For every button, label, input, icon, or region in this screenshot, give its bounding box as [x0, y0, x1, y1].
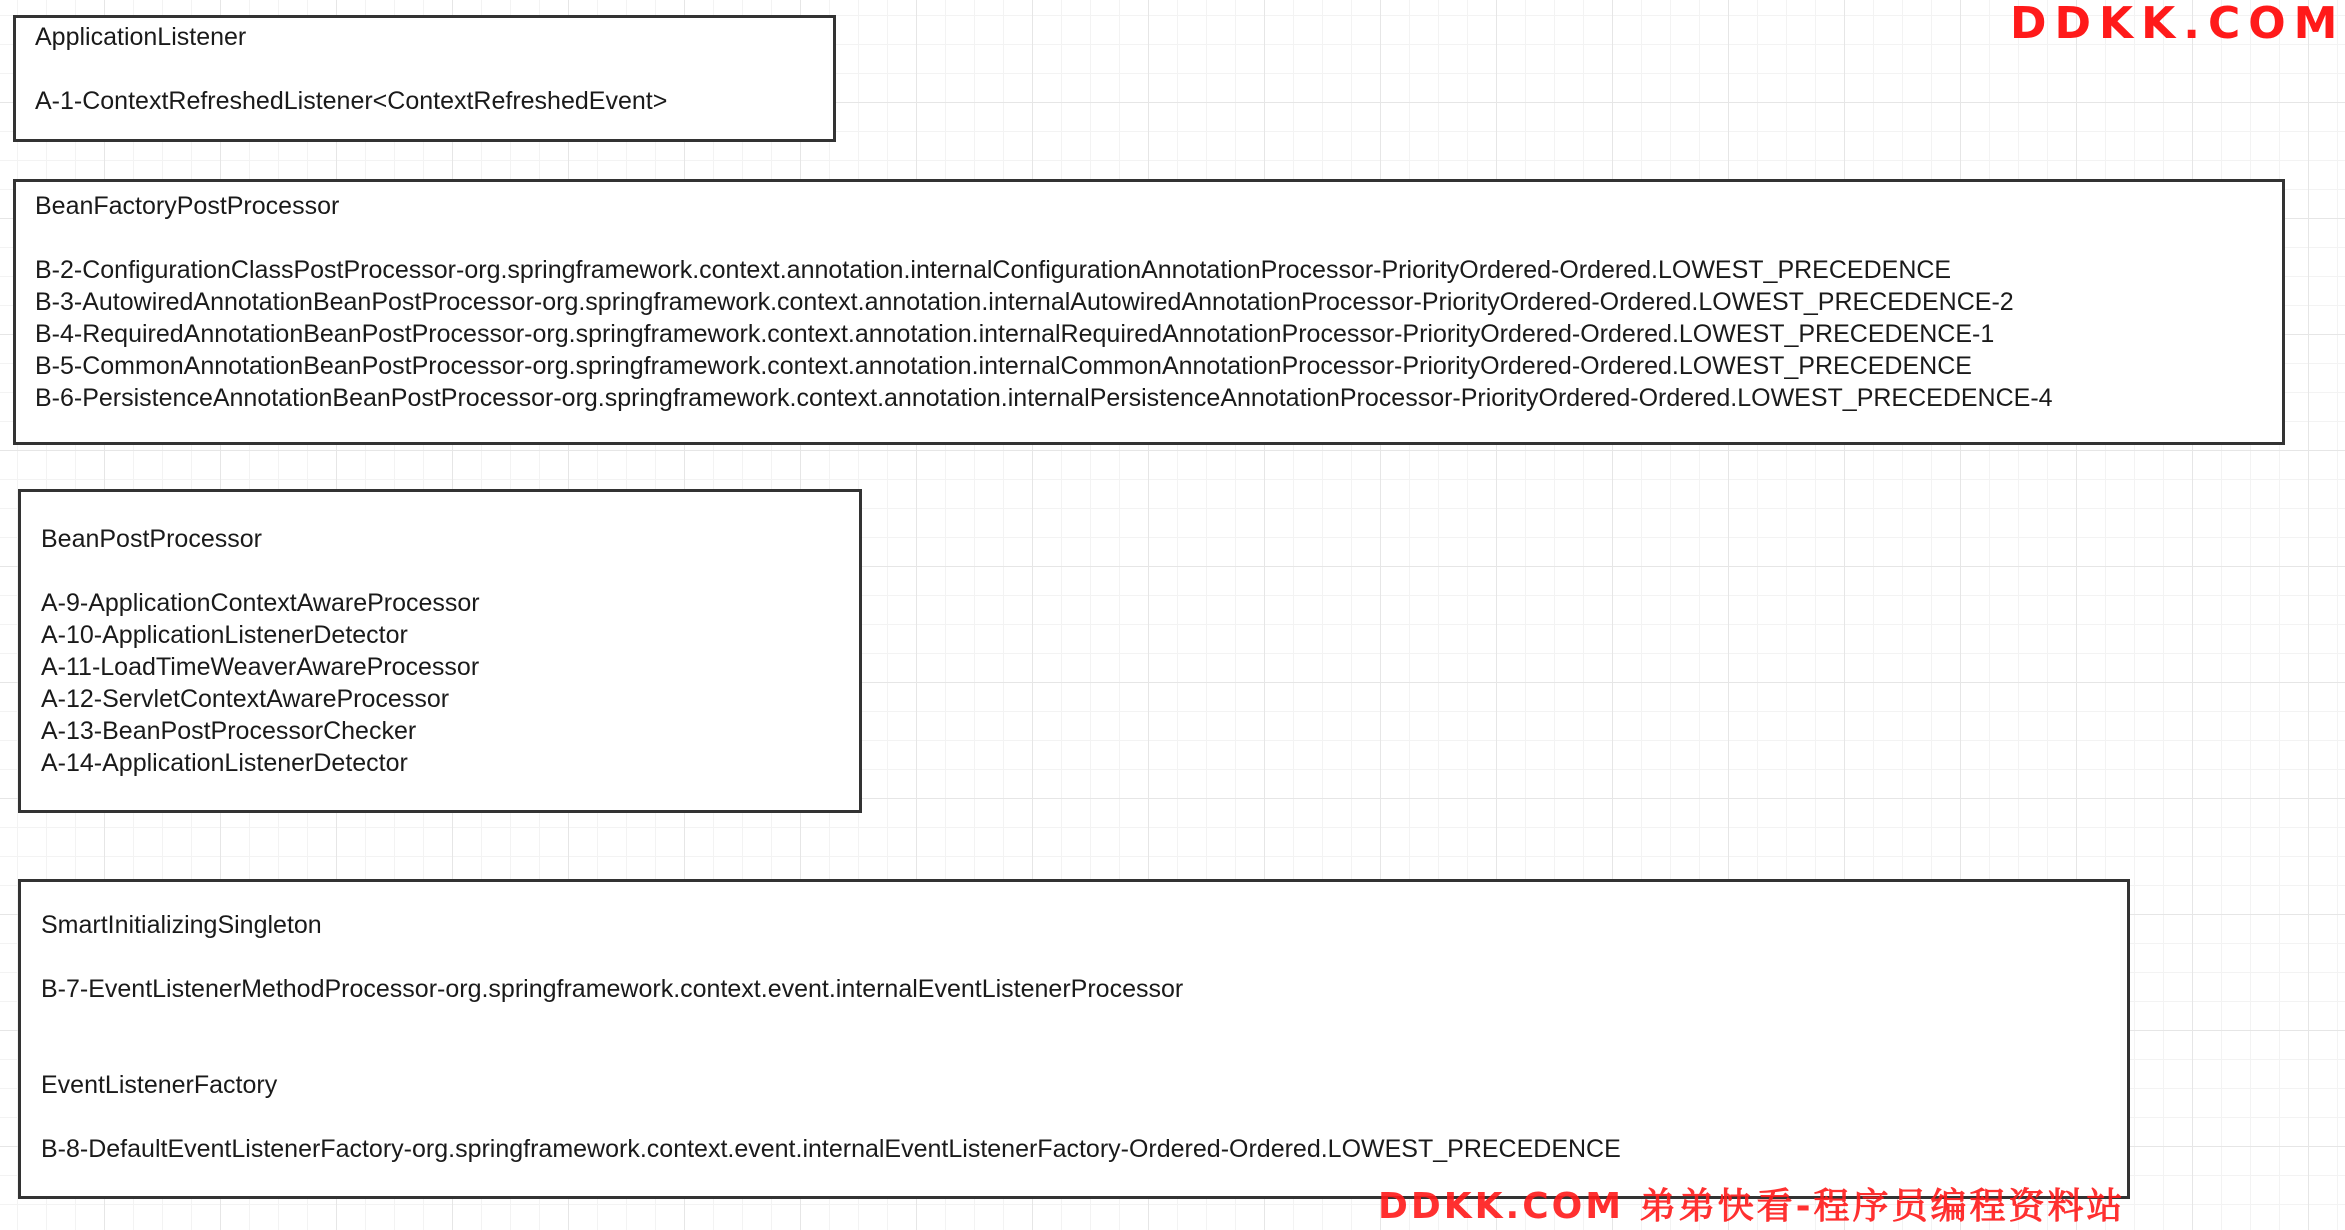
watermark-bottom [1378, 1176, 2290, 1227]
watermark-top [2010, 0, 2345, 50]
box-line: B-8-DefaultEventListenerFactory-org.springframework.context.event.internalEventListenerFactory-Ordered-Ordered.LOWEST_PRECEDENCE [41, 1135, 1621, 1163]
application-listener-box [13, 15, 836, 142]
box-line: A-12-ServletContextAwareProcessor [41, 685, 450, 713]
box-line: A-1-ContextRefreshedListener<ContextRefreshedEvent> [35, 87, 668, 115]
bean-post-processor-box [18, 489, 862, 813]
box-line: A-10-ApplicationListenerDetector [41, 621, 408, 649]
watermark-bottom-text: DDKK.COM 弟弟快看-程序员编程资料站 [1378, 1186, 2126, 1227]
box-title: SmartInitializingSingleton [41, 911, 322, 939]
box-line: B-5-CommonAnnotationBeanPostProcessor-org.springframework.context.annotation.internalCommonAnnotationProcessor-PriorityOrdered-Ordered.LOWEST_PRECEDENCE [35, 352, 1972, 380]
smart-initializing-singleton-box [18, 879, 2130, 1199]
box-line: B-3-AutowiredAnnotationBeanPostProcessor-org.springframework.context.annotation.internalAutowiredAnnotationProcessor-PriorityOrdered-Ordered.LOWEST_PRECEDENCE-2 [35, 288, 2014, 316]
box-title: BeanFactoryPostProcessor [35, 192, 340, 220]
bean-factory-post-processor-box [13, 179, 2285, 445]
box-line: B-4-RequiredAnnotationBeanPostProcessor-org.springframework.context.annotation.internalRequiredAnnotationProcessor-PriorityOrdered-Ordered.LOWEST_PRECEDENCE-1 [35, 320, 1995, 348]
box-title: BeanPostProcessor [41, 525, 262, 553]
box-title: ApplicationListener [35, 23, 247, 51]
box-line: B-2-ConfigurationClassPostProcessor-org.springframework.context.annotation.internalConfigurationAnnotationProcessor-PriorityOrdered-Ordered.LOWEST_PRECEDENCE [35, 256, 1952, 284]
box-line: A-11-LoadTimeWeaverAwareProcessor [41, 653, 480, 681]
box-line: B-6-PersistenceAnnotationBeanPostProcessor-org.springframework.context.annotation.internalPersistenceAnnotationProcessor-PriorityOrdered-Ordered.LOWEST_PRECEDENCE-4 [35, 384, 2053, 412]
box-line: A-9-ApplicationContextAwareProcessor [41, 589, 480, 617]
box-line: A-13-BeanPostProcessorChecker [41, 717, 417, 745]
box-line: B-7-EventListenerMethodProcessor-org.springframework.context.event.internalEventListenerProcessor [41, 975, 1184, 1003]
box-subtitle: EventListenerFactory [41, 1071, 278, 1099]
watermark-top-text: DDKK.COM [2010, 0, 2345, 49]
box-line: A-14-ApplicationListenerDetector [41, 749, 408, 777]
